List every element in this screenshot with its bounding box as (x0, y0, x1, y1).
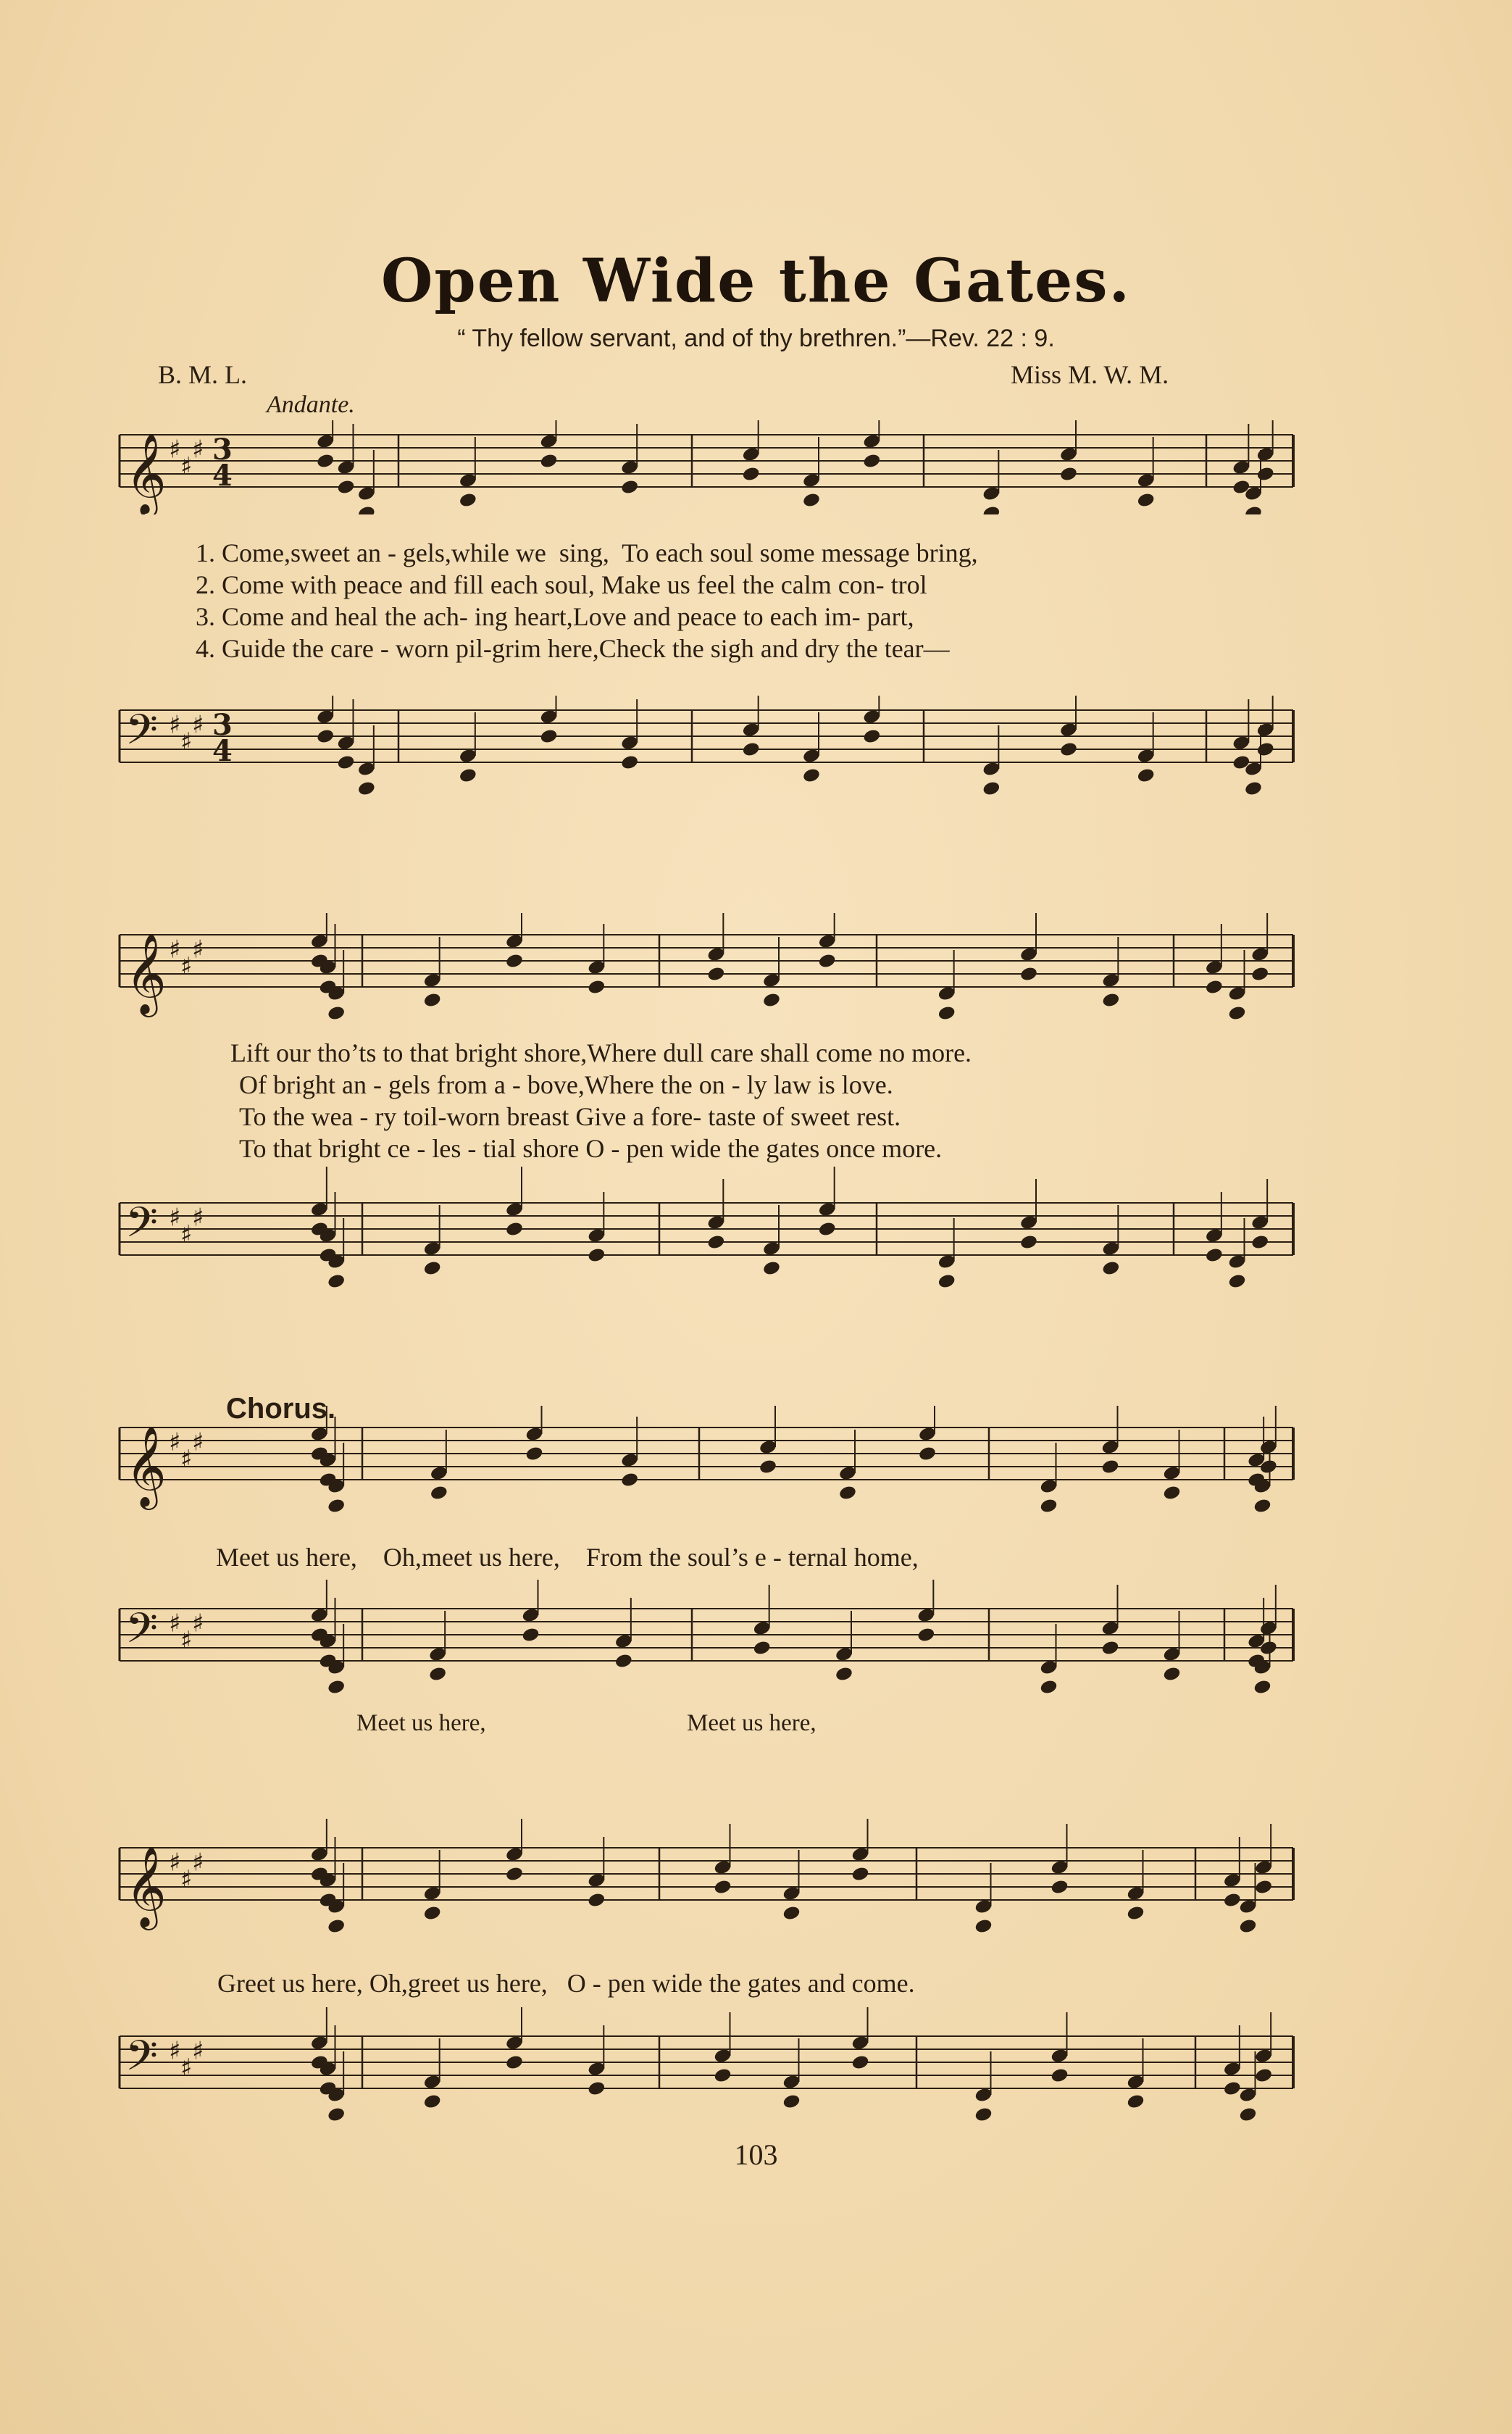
svg-text:♯: ♯ (169, 1848, 181, 1877)
svg-text:♯: ♯ (180, 2054, 193, 2083)
chorus-bass-lyric-1: Meet us here, (356, 1710, 486, 1736)
system-2-treble (0, 913, 1512, 1036)
svg-text:3: 3 (212, 433, 233, 467)
svg-text:♯: ♯ (192, 935, 204, 964)
svg-text:♯: ♯ (192, 1609, 204, 1638)
svg-text:♯: ♯ (192, 1848, 204, 1877)
system-4-treble (0, 1819, 1512, 1942)
svg-text:♯: ♯ (169, 710, 181, 740)
system-1-bass (0, 696, 1512, 819)
svg-text:𝄢: 𝄢 (125, 1604, 159, 1663)
svg-text:4: 4 (212, 734, 233, 768)
svg-text:4: 4 (212, 459, 233, 493)
svg-text:♯: ♯ (192, 2036, 204, 2066)
hymn-title: Open Wide the Gates. (380, 246, 1132, 316)
svg-text:♯: ♯ (180, 1626, 193, 1655)
svg-text:♯: ♯ (169, 935, 181, 964)
svg-text:𝄞: 𝄞 (125, 933, 167, 1014)
svg-text:♯: ♯ (180, 1865, 193, 1894)
svg-text:3: 3 (212, 708, 233, 742)
svg-text:♯: ♯ (192, 710, 204, 740)
svg-text:♯: ♯ (180, 728, 193, 757)
chorus-lyric-line-2: Greet us here, Oh,greet us here, O - pen wide the gates and come. (217, 1969, 915, 1998)
svg-text:𝄢: 𝄢 (125, 705, 159, 764)
svg-text:♯: ♯ (180, 1220, 193, 1249)
verse-1-line-b: Lift our tho’ts to that bright shore,Where dull care shall come no more. (230, 1038, 972, 1067)
system-2-bass (0, 1167, 1512, 1304)
tempo-marking: Andante. (267, 391, 355, 418)
svg-text:♯: ♯ (180, 1445, 193, 1474)
verse-4-line-b: To that bright ce - les - tial shore O - pen wide the gates once more. (239, 1134, 943, 1163)
system-4-bass (0, 2007, 1512, 2130)
system-3-bass (0, 1580, 1512, 1710)
svg-text:♯: ♯ (192, 1203, 204, 1233)
system-1-treble (0, 420, 1512, 514)
composer-credit: Miss M. W. M. (1011, 360, 1169, 389)
svg-text:𝄞: 𝄞 (125, 433, 167, 514)
svg-text:♯: ♯ (180, 952, 193, 981)
svg-text:♯: ♯ (169, 435, 181, 464)
svg-text:𝄞: 𝄞 (125, 1846, 167, 1927)
verse-4-line-a: 4. Guide the care - worn pil-grim here,Check the sigh and dry the tear— (196, 634, 950, 663)
verse-2-line-a: 2. Come with peace and fill each soul, Make us feel the calm con- trol (196, 570, 927, 599)
lyricist-credit: B. M. L. (158, 360, 248, 389)
verse-3-line-b: To the wea - ry toil-worn breast Give a fore- taste of sweet rest. (239, 1102, 901, 1131)
svg-text:♯: ♯ (169, 1609, 181, 1638)
chorus-lyric-line-1: Meet us here, Oh,meet us here, From the soul’s e - ternal home, (216, 1543, 919, 1572)
chorus-label: Chorus. (226, 1393, 336, 1425)
svg-text:♯: ♯ (169, 2036, 181, 2066)
page-number: 103 (734, 2138, 778, 2171)
svg-text:♯: ♯ (192, 1428, 204, 1457)
svg-text:♯: ♯ (169, 1428, 181, 1457)
svg-text:𝄞: 𝄞 (125, 1425, 167, 1506)
verse-2-line-b: Of bright an - gels from a - bove,Where the on - ly law is love. (239, 1070, 893, 1099)
verse-3-line-a: 3. Come and heal the ach- ing heart,Love and peace to each im- part, (196, 602, 914, 631)
chorus-bass-lyric-2: Meet us here, (687, 1710, 816, 1736)
svg-text:𝄢: 𝄢 (125, 2031, 159, 2091)
svg-text:♯: ♯ (169, 1203, 181, 1233)
scripture-epigraph: “ Thy fellow servant, and of thy brethren.”—Rev. 22 : 9. (457, 325, 1055, 352)
svg-text:𝄢: 𝄢 (125, 1198, 159, 1257)
system-3-treble (0, 1406, 1512, 1529)
svg-text:♯: ♯ (192, 435, 204, 464)
verse-1-line-a: 1. Come,sweet an - gels,while we sing, To each soul some message bring, (196, 538, 978, 567)
svg-text:♯: ♯ (180, 452, 193, 481)
